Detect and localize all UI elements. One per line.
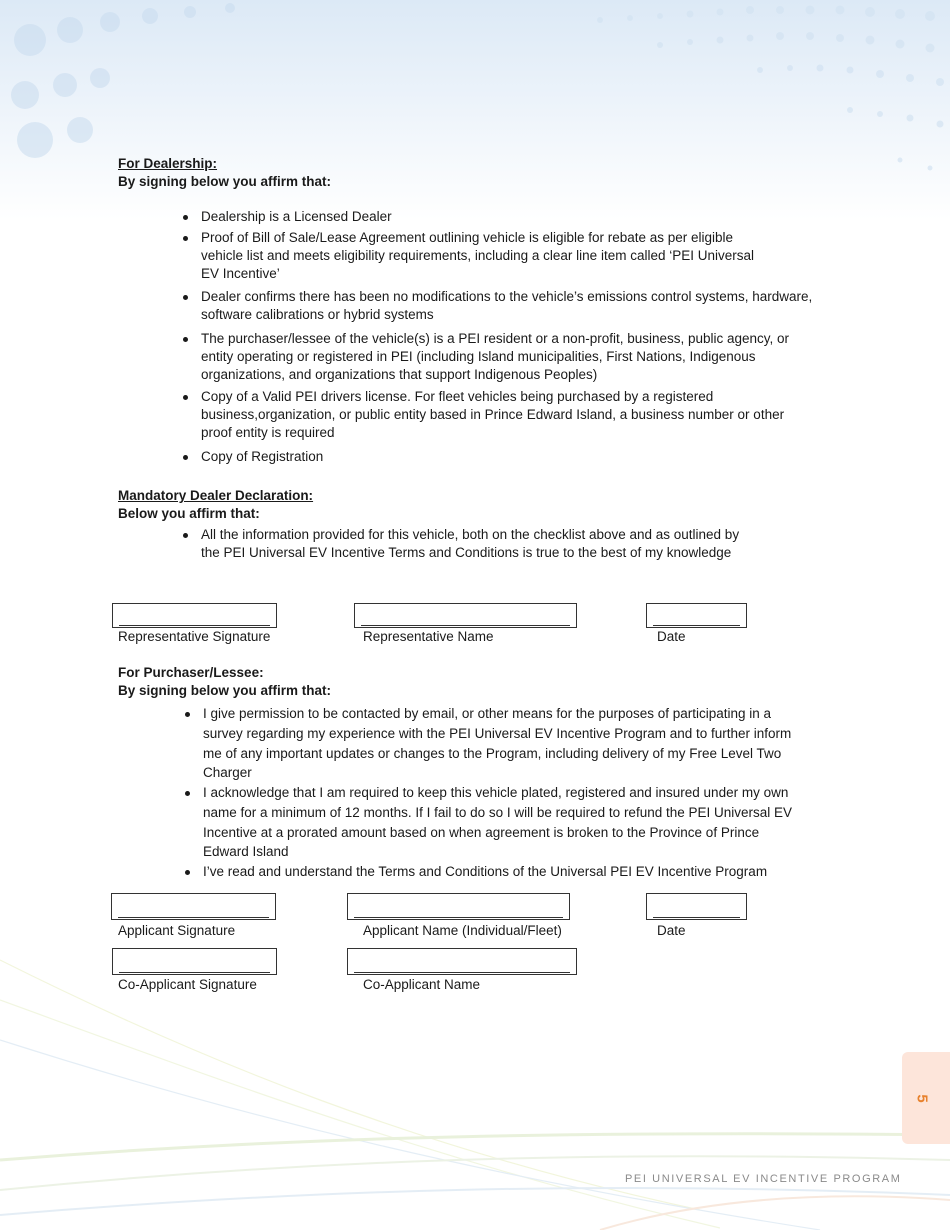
declaration-affirm: Below you affirm that: bbox=[118, 506, 260, 521]
bullet-icon bbox=[185, 870, 190, 875]
declaration-heading: Mandatory Dealer Declaration: bbox=[118, 488, 314, 503]
list-item: Dealer confirms there has been no modifications to the vehicle’s emissions control systems, hardware, software calibrations or hybrid systems bbox=[201, 288, 836, 324]
applicant-signature-label: Applicant Signature bbox=[118, 923, 236, 938]
representative-name-field[interactable] bbox=[354, 603, 577, 628]
list-item: I give permission to be contacted by email, or other means for the purposes of participating in a survey regarding my experience with the PEI Universal EV Incentive Program and to further inform me of any important updates or changes to the Program, including delivery of my Free Level Two Charger bbox=[203, 704, 803, 783]
list-item: All the information provided for this vehicle, both on the checklist above and as outlined by the PEI Universal EV Incentive Terms and Conditions is true to the best of my knowledge bbox=[201, 526, 746, 562]
representative-date-field[interactable] bbox=[646, 603, 747, 628]
bullet-icon bbox=[183, 337, 188, 342]
representative-signature-field[interactable] bbox=[112, 603, 277, 628]
bullet-icon bbox=[185, 712, 190, 717]
footer-program-name: PEI UNIVERSAL EV INCENTIVE PROGRAM bbox=[625, 1173, 902, 1185]
bullet-icon bbox=[183, 295, 188, 300]
applicant-date-field[interactable] bbox=[646, 893, 747, 920]
applicant-name-field[interactable] bbox=[347, 893, 570, 920]
bullet-icon bbox=[183, 455, 188, 460]
list-item: Proof of Bill of Sale/Lease Agreement outlining vehicle is eligible for rebate as per eligible vehicle list and meets eligibility requirements, including a clear line item called ‘PEI Universal EV Incentive’ bbox=[201, 229, 771, 283]
list-item: I acknowledge that I am required to keep this vehicle plated, registered and insured under my own name for a minimum of 12 months. If I fail to do so I will be required to refund the PEI Universal EV Incentive at a prorated amount based on when agreement is broken to the Province of Prince Edward Island bbox=[203, 783, 793, 862]
bullet-icon bbox=[183, 395, 188, 400]
co-applicant-name-field[interactable] bbox=[347, 948, 577, 975]
list-item: I’ve read and understand the Terms and Conditions of the Universal PEI EV Incentive Program bbox=[203, 862, 843, 882]
list-item: The purchaser/lessee of the vehicle(s) is a PEI resident or a non-profit, business, public agency, or entity operating or registered in PEI (including Island municipalities, First Nations, Indigenous organizations, and organizations that support Indigenous Peoples) bbox=[201, 330, 801, 384]
co-applicant-signature-label: Co-Applicant Signature bbox=[118, 977, 257, 992]
applicant-date-label: Date bbox=[657, 923, 686, 938]
representative-name-label: Representative Name bbox=[363, 629, 494, 644]
co-applicant-name-label: Co-Applicant Name bbox=[363, 977, 481, 992]
dealership-affirm: By signing below you affirm that: bbox=[118, 174, 332, 189]
dealership-heading: For Dealership: bbox=[118, 156, 218, 171]
bullet-icon bbox=[183, 215, 188, 220]
list-item: Dealership is a Licensed Dealer bbox=[201, 208, 841, 226]
applicant-name-label: Applicant Name (Individual/Fleet) bbox=[363, 923, 562, 938]
list-item: Copy of Registration bbox=[201, 448, 801, 466]
bullet-icon bbox=[183, 236, 188, 241]
bullet-icon bbox=[183, 533, 188, 538]
purchaser-heading: For Purchaser/Lessee: bbox=[118, 665, 264, 680]
purchaser-affirm: By signing below you affirm that: bbox=[118, 683, 332, 698]
list-item: Copy of a Valid PEI drivers license. For fleet vehicles being purchased by a registered business,organization, or public entity based in Prince Edward Island, a business number or other proof entity is required bbox=[201, 388, 801, 442]
representative-signature-label: Representative Signature bbox=[118, 629, 271, 644]
bullet-icon bbox=[185, 791, 190, 796]
page-number: 5 bbox=[913, 1094, 931, 1103]
co-applicant-signature-field[interactable] bbox=[112, 948, 277, 975]
applicant-signature-field[interactable] bbox=[111, 893, 276, 920]
representative-date-label: Date bbox=[657, 629, 686, 644]
